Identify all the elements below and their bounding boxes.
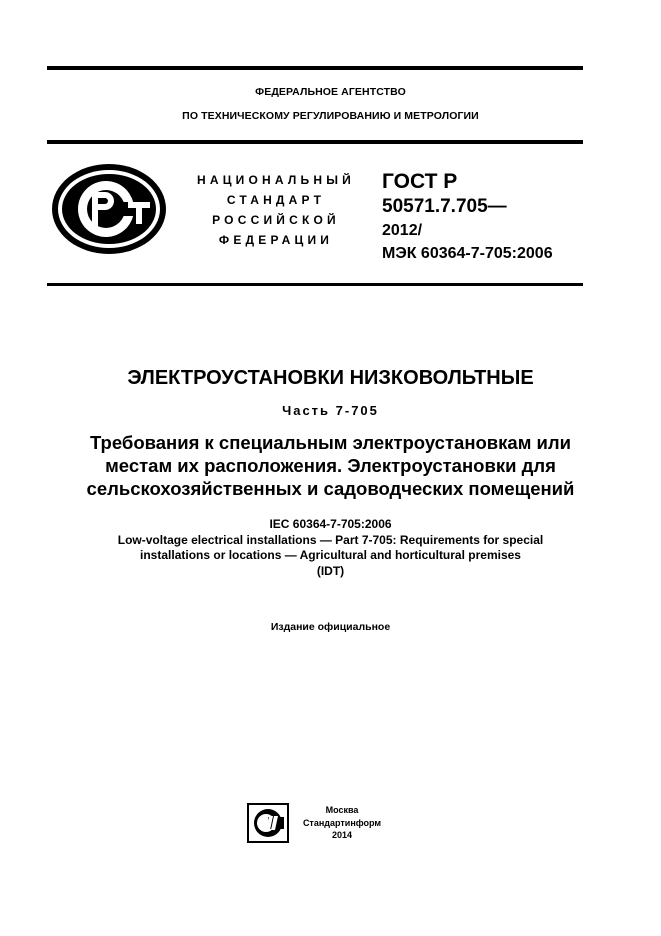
publisher-info — [294, 804, 390, 842]
gost-line-2: 50571.7.705— — [382, 196, 507, 217]
gost-line-1: ГОСТ Р — [382, 170, 458, 193]
agency-line-1: ФЕДЕРАЛЬНОЕ АГЕНТСТВО — [255, 86, 406, 98]
national-standard-label — [188, 170, 364, 250]
publisher-year: 2014 — [331, 830, 353, 840]
national-line: НАЦИОНАЛЬНЫЙ — [196, 173, 356, 187]
part-label: Часть 7-705 — [282, 403, 379, 418]
national-line: СТАНДАРТ — [226, 193, 326, 207]
header-rule — [47, 140, 583, 144]
gost-line-4: МЭК 60364-7-705:2006 — [382, 245, 553, 262]
iec-line: (IDT) — [316, 563, 345, 578]
standard-block-rule — [47, 283, 583, 286]
top-rule — [47, 66, 583, 70]
subtitle — [0, 431, 661, 500]
subtitle-line: сельскохозяйственных и садоводческих помещений — [86, 478, 575, 499]
publisher-city: Москва — [325, 805, 359, 815]
iec-line: IEC 60364-7-705:2006 — [269, 517, 392, 531]
agency-line-2: ПО ТЕХНИЧЕСКОМУ РЕГУЛИРОВАНИЮ И МЕТРОЛОГИИ — [182, 110, 479, 122]
publisher-name: Стандартинформ — [302, 817, 382, 828]
national-line: РОССИЙСКОЙ — [212, 213, 340, 227]
standartinform-logo-icon — [246, 802, 290, 844]
main-title: ЭЛЕКТРОУСТАНОВКИ НИЗКОВОЛЬТНЫЕ — [127, 367, 534, 389]
edition-label: Издание официальное — [270, 621, 391, 633]
iec-block — [0, 517, 661, 579]
national-line: ФЕДЕРАЦИИ — [218, 233, 334, 247]
subtitle-line: Требования к специальным электроустановкам или — [89, 432, 572, 453]
iec-line: installations or locations — Agricultural and horticultural premises — [140, 548, 521, 562]
gost-line-3: 2012/ — [382, 222, 423, 239]
subtitle-line: местам их расположения. Электроустановки для — [105, 455, 556, 476]
iec-line: Low-voltage electrical installations — Part 7-705: Requirements for special — [117, 532, 544, 547]
rst-logo-icon — [50, 162, 168, 256]
